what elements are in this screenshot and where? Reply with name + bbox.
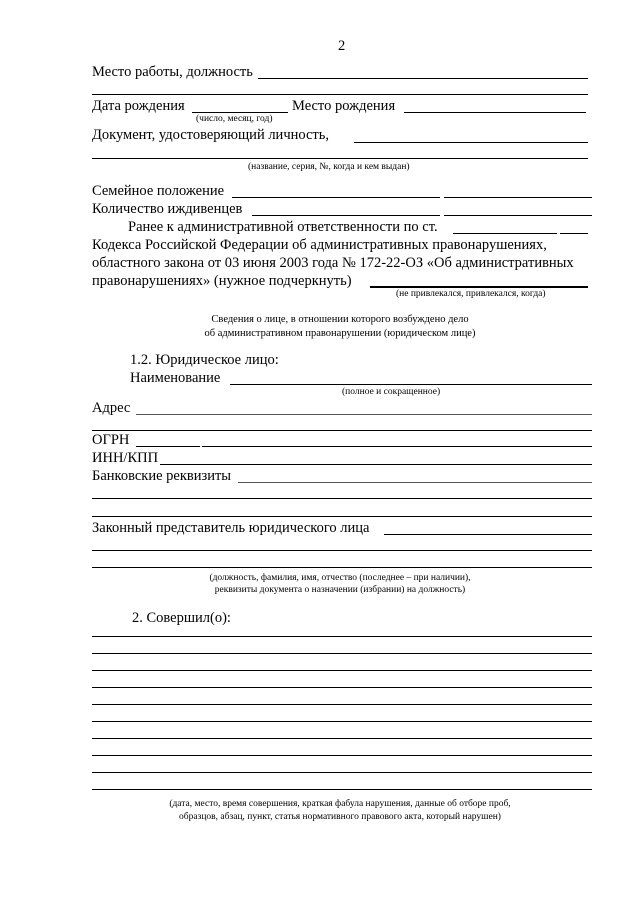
name-hint: (полное и сокращенное) xyxy=(342,387,441,397)
committed-line-5[interactable] xyxy=(92,704,592,705)
workplace-field[interactable] xyxy=(258,78,588,79)
legal-entity-heading: 1.2. Юридическое лицо: xyxy=(130,352,279,368)
name-field[interactable] xyxy=(230,384,592,385)
marital-status-label: Семейное положение xyxy=(92,183,225,199)
dependents-label: Количество иждивенцев xyxy=(92,201,243,217)
committed-line-4[interactable] xyxy=(92,687,592,688)
bank-field-line3[interactable] xyxy=(92,516,592,517)
article-field-b[interactable] xyxy=(560,233,588,234)
committed-line-7[interactable] xyxy=(92,738,592,739)
bank-field-line2[interactable] xyxy=(92,498,592,499)
committed-line-6[interactable] xyxy=(92,721,592,722)
id-document-hint: (название, серия, №, когда и кем выдан) xyxy=(248,162,410,172)
bank-label: Банковские реквизиты xyxy=(92,468,232,484)
bank-field[interactable] xyxy=(238,482,592,483)
id-document-label: Документ, удостоверяющий личность, xyxy=(92,127,329,143)
ogrn-field[interactable] xyxy=(136,446,200,447)
representative-field-line3[interactable] xyxy=(92,567,592,568)
representative-field-line2[interactable] xyxy=(92,550,592,551)
representative-hint-line2: реквизиты документа о назначении (избрании) на должность) xyxy=(214,585,466,595)
representative-label: Законный представитель юридического лица xyxy=(92,520,370,536)
prior-liability-field[interactable] xyxy=(370,286,588,288)
committed-heading: 2. Совершил(о): xyxy=(132,610,231,626)
workplace-label: Место работы, должность xyxy=(92,64,253,80)
inn-kpp-field[interactable] xyxy=(160,464,592,465)
address-field[interactable] xyxy=(136,414,592,415)
committed-line-9[interactable] xyxy=(92,772,592,773)
committed-hint-line1: (дата, место, время совершения, краткая фабула нарушения, данные об отборе проб, xyxy=(169,799,511,809)
marital-status-field[interactable] xyxy=(232,197,440,198)
committed-line-1[interactable] xyxy=(92,636,592,637)
committed-line-10[interactable] xyxy=(92,789,592,790)
birth-date-field[interactable] xyxy=(192,112,288,113)
representative-field[interactable] xyxy=(384,534,592,535)
prior-liability-line2: Кодекса Российской Федерации об административных правонарушениях, xyxy=(92,237,547,253)
representative-hint-line1: (должность, фамилия, имя, отчество (последнее – при наличии), xyxy=(209,573,471,583)
dependents-field[interactable] xyxy=(252,215,440,216)
address-label: Адрес xyxy=(92,400,131,416)
inn-kpp-label: ИНН/КПП xyxy=(92,450,159,466)
info-caption-line2: об административном правонарушении (юридическом лице) xyxy=(204,328,476,339)
workplace-field-line2[interactable] xyxy=(92,94,588,95)
committed-hint-line2: образцов, абзац, пункт, статья нормативного правового акта, который нарушен) xyxy=(179,812,501,822)
prior-liability-line4: правонарушениях» (нужное подчеркнуть) xyxy=(92,273,352,289)
ogrn-label: ОГРН xyxy=(92,432,130,448)
birth-date-hint: (число, месяц, год) xyxy=(196,114,273,124)
dependents-field-b[interactable] xyxy=(444,215,592,216)
committed-line-3[interactable] xyxy=(92,670,592,671)
page-number: 2 xyxy=(338,38,346,54)
article-field[interactable] xyxy=(453,233,557,234)
birth-place-field[interactable] xyxy=(404,112,586,113)
committed-line-2[interactable] xyxy=(92,653,592,654)
ogrn-field-b[interactable] xyxy=(202,446,592,447)
prior-liability-line3: областного закона от 03 июня 2003 года № 172-22-ОЗ «Об административных xyxy=(92,255,574,271)
name-label: Наименование xyxy=(130,370,221,386)
info-caption-line1: Сведения о лице, в отношении которого возбуждено дело xyxy=(211,314,469,325)
address-field-line2[interactable] xyxy=(92,430,592,431)
id-document-field[interactable] xyxy=(354,142,588,143)
birth-place-label: Место рождения xyxy=(292,98,396,114)
prior-liability-line1: Ранее к административной ответственности по ст. xyxy=(128,219,438,235)
birth-date-label: Дата рождения xyxy=(92,98,185,114)
marital-status-field-b[interactable] xyxy=(444,197,592,198)
committed-line-8[interactable] xyxy=(92,755,592,756)
prior-liability-hint: (не привлекался, привлекался, когда) xyxy=(396,289,546,299)
id-document-field-line2[interactable] xyxy=(92,158,588,159)
